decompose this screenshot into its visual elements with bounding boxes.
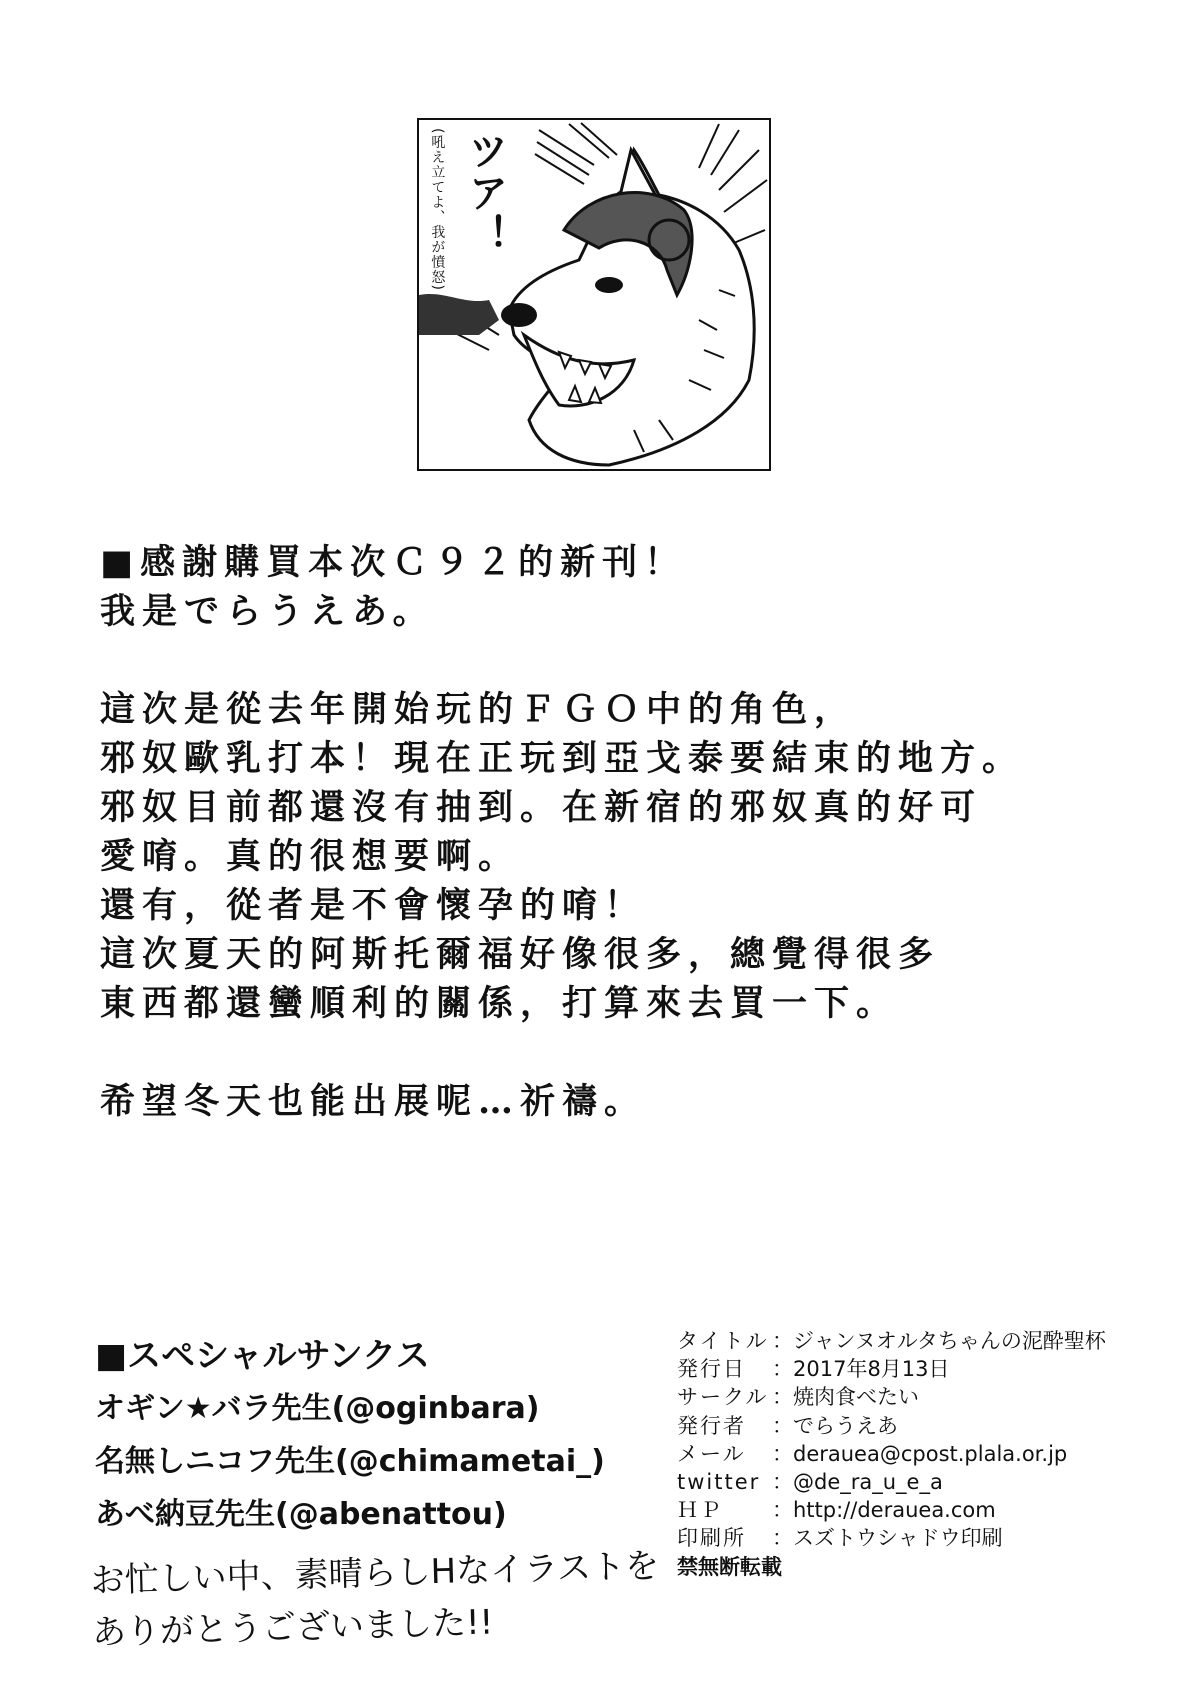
colophon-row-title xyxy=(677,1327,1177,1355)
note-line: 愛唷。真的很想要啊。 xyxy=(100,836,521,877)
note-gap xyxy=(100,1028,1100,1077)
colophon-key: 印刷所 xyxy=(677,1526,746,1551)
whisper-text: (吼え立てよ、我が憤怒) xyxy=(429,128,446,291)
illustration-panel xyxy=(417,118,771,471)
colophon-value: ：でらうえあ xyxy=(772,1413,898,1438)
colophon-row-circle xyxy=(677,1383,1177,1411)
note-line: 邪奴目前都還沒有抽到。在新宿的邪奴真的好可 xyxy=(100,787,983,828)
colophon-row-date xyxy=(677,1355,1177,1383)
sound-effect-text: ツア！ xyxy=(462,130,508,256)
thanks-name: あべ納豆先生(@abenattou) xyxy=(95,1497,507,1532)
colophon-value: ：http://derauea.com xyxy=(772,1498,996,1523)
colophon-value: ：derauea@cpost.plala.or.jp xyxy=(772,1441,1068,1466)
note-gap xyxy=(100,636,1100,685)
note-line: 這次是從去年開始玩的ＦＧＯ中的角色， xyxy=(100,689,857,730)
colophon-value: ：焼肉食べたい xyxy=(772,1385,919,1410)
note-line: 邪奴歐乳打本！現在正玩到亞戈泰要結束的地方。 xyxy=(100,738,1025,779)
special-thanks-heading: ■スペシャルサンクス xyxy=(95,1336,430,1376)
colophon-value: ：ジャンヌオルタちゃんの泥酔聖杯 xyxy=(772,1329,1106,1353)
thanks-name: オギン★バラ先生(@oginbara) xyxy=(95,1391,540,1426)
afterword-note xyxy=(100,538,1100,1126)
colophon-value: ：スズトウシャドウ印刷 xyxy=(772,1526,1003,1551)
handwritten-message xyxy=(90,1540,660,1659)
note-line: 希望冬天也能出展呢…祈禱。 xyxy=(100,1081,647,1122)
colophon-row-homepage xyxy=(677,1496,1177,1524)
colophon-row-twitter xyxy=(677,1468,1177,1496)
note-line: 我是でらうえあ。 xyxy=(100,591,435,632)
colophon-row-printer xyxy=(677,1524,1177,1552)
note-line: 還有，從者是不會懷孕的唷！ xyxy=(100,885,647,926)
note-line: ■感謝購買本次Ｃ９２的新刊！ xyxy=(100,542,687,583)
special-thanks xyxy=(95,1330,655,1541)
colophon-key: twitter xyxy=(677,1470,761,1495)
colophon-key: 発行日 xyxy=(677,1357,746,1382)
note-line: 東西都還蠻順利的關係，打算來去買一下。 xyxy=(100,983,899,1024)
colophon-key: ＨＰ xyxy=(677,1498,723,1523)
colophon-value: ：2017年8月13日 xyxy=(772,1357,950,1382)
colophon-key: 発行者 xyxy=(677,1413,746,1438)
colophon-key: サークル xyxy=(677,1385,769,1410)
colophon-value: ：@de_ra_u_e_a xyxy=(772,1470,943,1495)
colophon-key: メール xyxy=(677,1441,746,1466)
note-line: 這次夏天的阿斯托爾福好像很多，總覺得很多 xyxy=(100,934,941,975)
thanks-name: 名無しニコフ先生(@chimametai_) xyxy=(95,1444,605,1479)
colophon-key: タイトル xyxy=(677,1329,769,1353)
colophon-row-mail xyxy=(677,1440,1177,1468)
handwritten-line: ありがとうございました!! xyxy=(91,1602,494,1653)
handwritten-line: お忙しい中、素晴らしHなイラストを xyxy=(90,1546,660,1601)
no-reprint-notice: 禁無断転載 xyxy=(677,1554,782,1579)
colophon-row-publisher xyxy=(677,1412,1177,1440)
colophon xyxy=(677,1327,1177,1581)
